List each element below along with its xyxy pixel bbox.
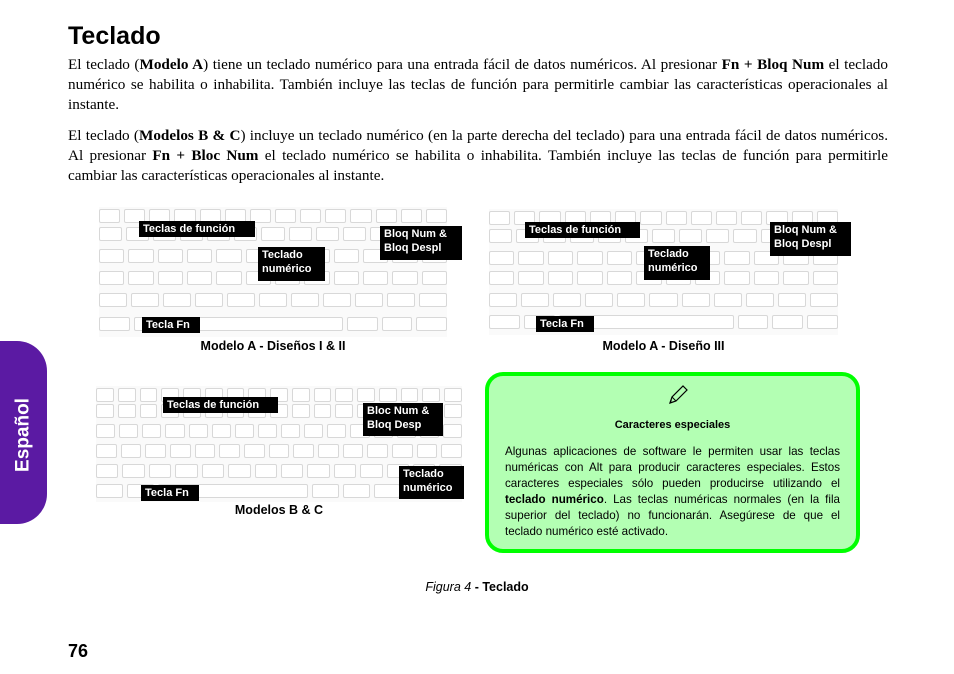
label-num-lock-scroll-lock: Bloc Num & Bloq Desp: [363, 403, 443, 436]
note-heading: Caracteres especiales: [614, 419, 731, 431]
language-side-label: Español: [12, 398, 34, 472]
keyboard-caption: Modelos B & C: [234, 503, 324, 517]
page-number: 76: [68, 641, 89, 661]
label-num-lock-scroll-lock: Bloq Num & Bloq Despl: [770, 222, 851, 256]
label-function-keys: Teclas de función: [163, 397, 278, 413]
label-fn-key: Tecla Fn: [141, 485, 199, 501]
label-numeric-keypad: Teclado numérico: [399, 466, 464, 499]
page-title: Teclado: [68, 22, 161, 50]
label-function-keys: Teclas de función: [525, 222, 640, 238]
pencil-icon: [667, 384, 689, 406]
paragraph-model-a: El teclado (Modelo A) tiene un teclado numérico para una entrada fácil de datos numéricos. Al presionar Fn + Bloq Num el teclado numérico se habilita o inhabilita. También incluye las teclas de función para permitirle cambiar las características operacionales al instante.: [68, 56, 888, 113]
label-fn-key: Tecla Fn: [142, 317, 200, 333]
figure-caption: Figura 4 - Teclado: [425, 580, 529, 594]
special-characters-note: [485, 372, 860, 553]
keyboard-caption: Modelo A - Diseño III: [602, 339, 725, 353]
label-numeric-keypad: Teclado numérico: [644, 246, 710, 280]
label-num-lock-scroll-lock: Bloq Num & Bloq Despl: [380, 226, 462, 260]
label-fn-key: Tecla Fn: [536, 316, 594, 332]
note-body: Algunas aplicaciones de software le permiten usar las teclas numéricas con Alt para producir caracteres especiales. Estos caracteres especiales sólo pueden producirse utilizando el teclado numérico. Las teclas numéricas normales (en la fila superior del teclado) no funcionarán. Asegúrese de que el teclado numérico esté activado.: [505, 445, 840, 538]
label-function-keys: Teclas de función: [139, 221, 255, 237]
paragraph-model-bc: El teclado (Modelos B & C) incluye un teclado numérico (en la parte derecha del teclado) para una entrada fácil de datos numéricos. Al presionar Fn + Bloc Num el teclado numérico se habilita o inhabilita. También incluye las teclas de función para permitirle cambiar las características operacionales al instante.: [68, 127, 888, 184]
label-numeric-keypad: Teclado numérico: [258, 247, 325, 281]
keyboard-caption: Modelo A - Diseños I & II: [200, 339, 346, 353]
